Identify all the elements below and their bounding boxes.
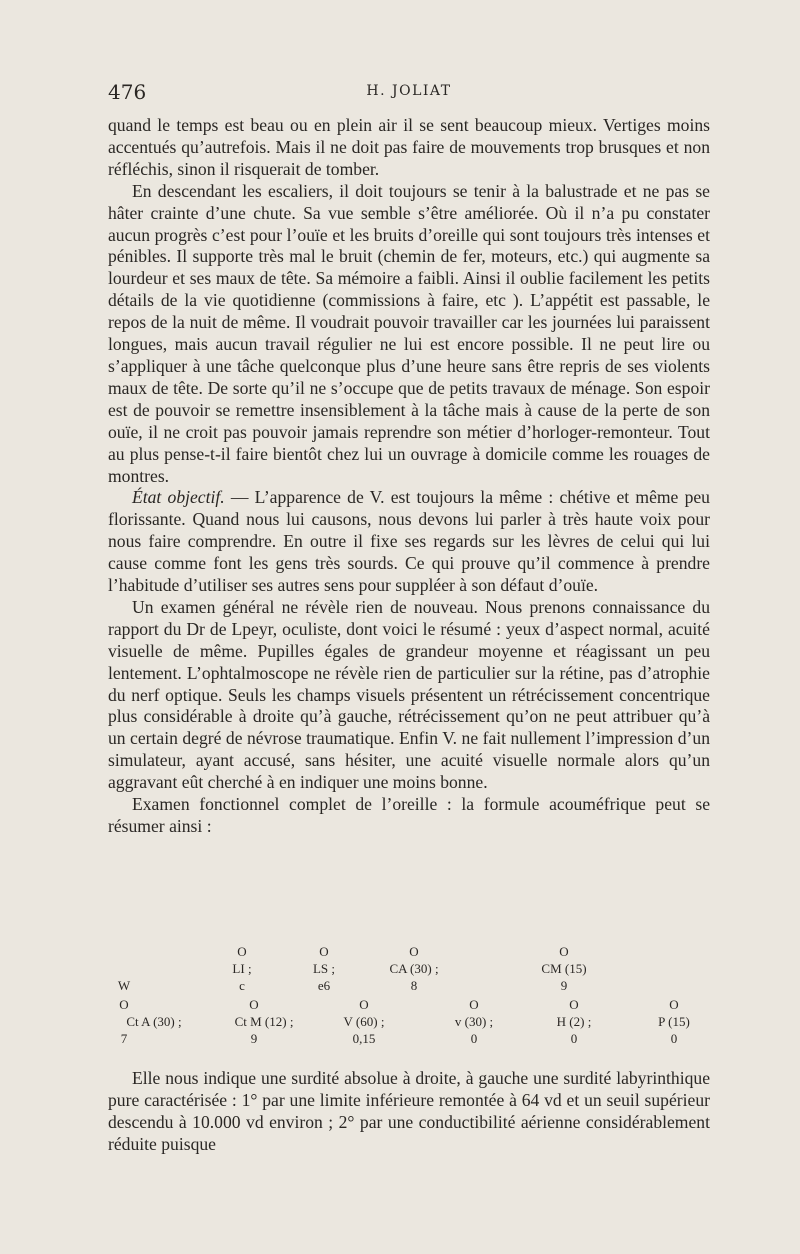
formula-cell: O [569, 997, 579, 1012]
formula-row [108, 961, 710, 977]
formula-cell: O [119, 997, 129, 1012]
formula-cell: 0 [470, 1031, 478, 1046]
formula-cell: O [409, 944, 419, 959]
formula-cell: 7 [120, 1031, 128, 1046]
formula-cell: 0 [570, 1031, 578, 1046]
formula-row [108, 978, 710, 994]
page-number: 476 [108, 80, 147, 104]
formula-row [108, 1031, 710, 1047]
paragraph-1: quand le temps est beau ou en plein air il se sent beaucoup mieux. Vertiges moins accentués qu’autrefois. Mais il ne doit pas faire de mouvements trop brusques et non réfléchis, sinon il risquerait de tomber. [108, 115, 710, 179]
formula-cell: O [237, 944, 247, 959]
formula-cell: 9 [560, 978, 568, 993]
formula-cell: O [669, 997, 679, 1012]
formula-cell: e6 [317, 978, 331, 993]
body-text [108, 115, 710, 838]
formula-cell: c [239, 978, 245, 993]
formula-cell: V (60) ; [343, 1014, 385, 1029]
tail-text [108, 1068, 710, 1156]
formula-cell: LI ; [232, 961, 252, 976]
paragraph-3 [108, 487, 710, 597]
formula-cell: 9 [250, 1031, 258, 1046]
running-head [108, 80, 710, 110]
formula-cell: O [559, 944, 569, 959]
formula-row [108, 944, 710, 960]
formula-cell: 0,15 [352, 1031, 376, 1046]
formula-row [108, 997, 710, 1013]
formula-cell: Ct M (12) ; [234, 1014, 294, 1029]
paragraph-5: Examen fonctionnel complet de l’oreille : la formule acouméfrique peut se résumer ainsi : [108, 794, 710, 836]
formula-cell: O [469, 997, 479, 1012]
paragraph-3-text: — L’apparence de V. est toujours la même : chétive et même peu florissante. Quand nous lui causons, nous devons lui parler à très haute voix pour nous faire comprendre. En outre il fixe ses regards sur les lèvres de celui qui lui cause comme font les gens très sourds. Ce qui prouve qu’il commence à prendre l’habitude d’utiliser ses autres sens pour suppléer à son défaut d’ouïe. [108, 487, 710, 596]
formula-cell: W [117, 978, 131, 993]
formula-cell: 8 [410, 978, 418, 993]
formula-cell: 0 [670, 1031, 678, 1046]
paragraph-2: En descendant les escaliers, il doit toujours se tenir à la balustrade et ne pas se hâter crainte d’une chute. Sa vue semble s’être améliorée. Où il n’a pu constater aucun progrès c’est pour l’ouïe et les bruits d’oreille qui sont toujours très intenses et pénibles. Il supporte très mal le bruit (chemin de fer, moteurs, etc.) qui augmente sa lourdeur et ses maux de tête. Sa mémoire a faibli. Ainsi il oublie facilement les petits détails de la vie quotidienne (commissions à faire, etc ). L’appétit est passable, le repos de la nuit de même. Il voudrait pouvoir travailler car les journées lui paraissent longues, mais aucun travail régulier ne lui est encore possible. Il ne peut lire ou s’appliquer à une tâche quelconque plus d’une heure sans être repris de ses violents maux de tête. De sorte qu’il ne s’occupe que de petits travaux de ménage. Son espoir est de pouvoir se remettre insensiblement à la tâche mais à cause de la perte de son ouïe, il ne croit pas pouvoir jamais reprendre son métier d’horloger-remonteur. Tout au plus pense-t-il faire bientôt chez lui un ouvrage à domicile comme les rouages de montres. [108, 180, 710, 486]
formula-cell: v (30) ; [454, 1014, 494, 1029]
formula-cell: O [249, 997, 259, 1012]
formula-row [108, 1014, 710, 1030]
acoumetric-formula [108, 944, 710, 1054]
running-title: H. JOLIAT [366, 83, 452, 99]
formula-cell: H (2) ; [556, 1014, 592, 1029]
paragraph-6: Elle nous indique une surdité absolue à droite, à gauche une surdité labyrinthique pure caractérisée : 1° par une limite inférieure remontée à 64 vd et un seuil supérieur descendu à 10.000 vd environ ; 2° par une conductibilité aérienne considérablement réduite puisque [108, 1068, 710, 1154]
formula-cell: O [359, 997, 369, 1012]
section-lead-italic: État objectif. [132, 487, 225, 508]
formula-cell: CM (15) [541, 961, 587, 976]
formula-cell: O [319, 944, 329, 959]
formula-cell: CA (30) ; [389, 961, 439, 976]
formula-cell: P (15) [658, 1014, 690, 1029]
formula-cell: LS ; [312, 961, 336, 976]
paragraph-4: Un examen général ne révèle rien de nouveau. Nous prenons connaissance du rapport du Dr de Lpeyr, oculiste, dont voici le résumé : yeux d’aspect normal, acuité visuelle de même. Pupilles égales de grandeur moyenne et réagissant un peu lentement. L’ophtalmoscope ne révèle rien de particulier sur la rétine, pas d’atrophie du nerf optique. Seuls les champs visuels présentent un rétrécissement concentrique plus considérable à droite qu’à gauche, rétrécissement qu’on ne peut attribuer qu’à un certain degré de névrose traumatique. Enfin V. ne fait nullement l’impression d’un simulateur, ayant accusé, sans hésiter, une acuité visuelle normale alors qu’un aggravant eût cherché à en indiquer une moins bonne. [108, 596, 710, 793]
formula-cell: Ct A (30) ; [126, 1014, 182, 1029]
